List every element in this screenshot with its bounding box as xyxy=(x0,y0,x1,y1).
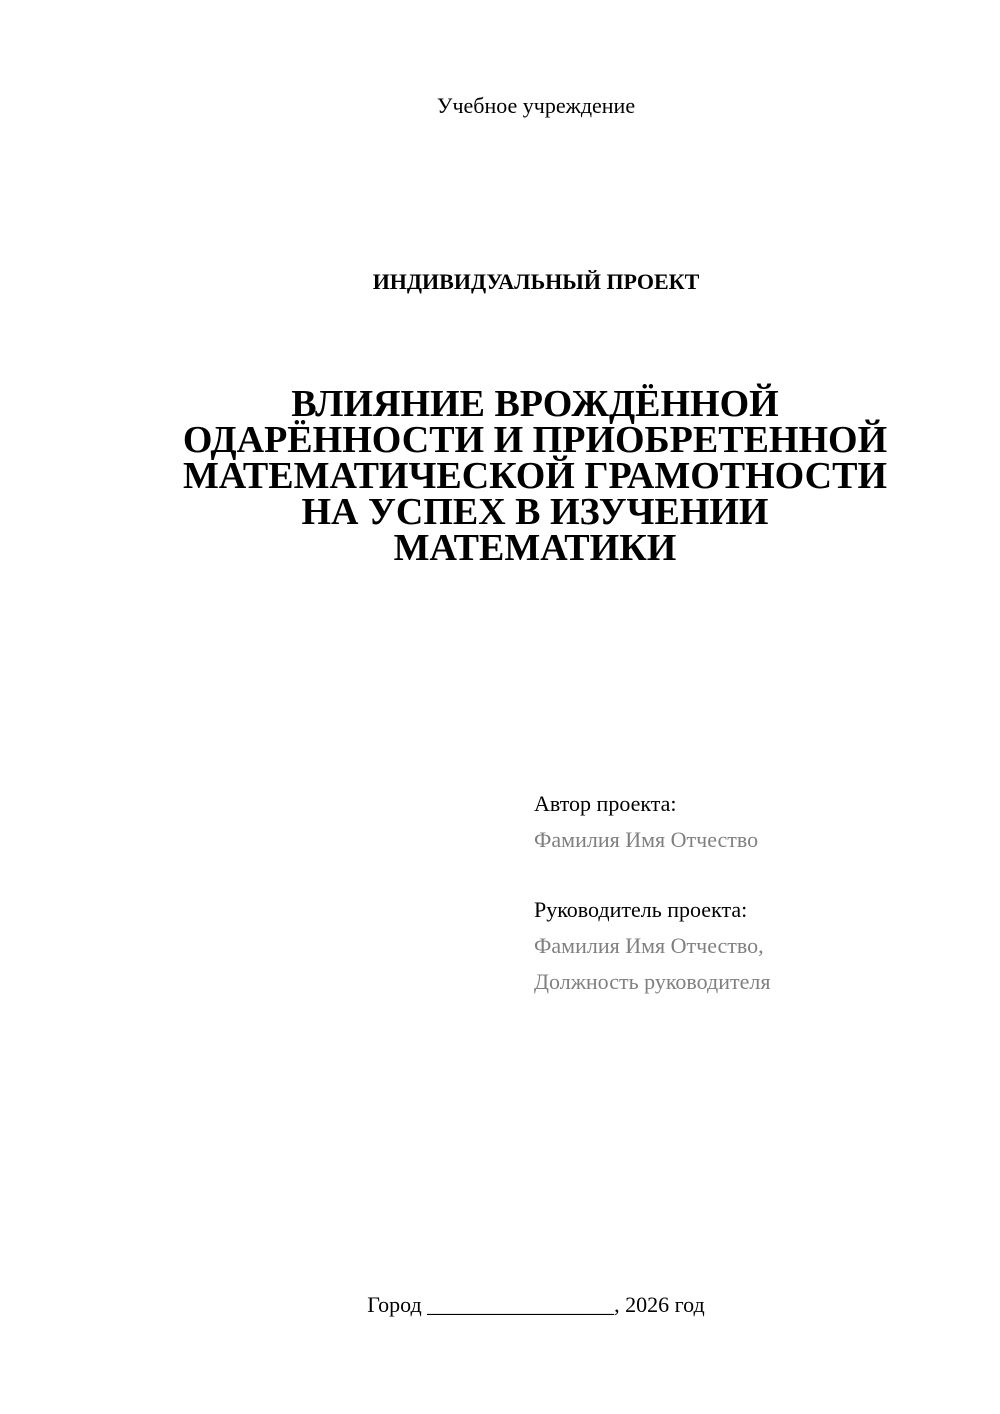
institution-name: Учебное учреждение xyxy=(436,93,636,118)
title-line: МАТЕМАТИКИ xyxy=(393,527,677,569)
author-name: Фамилия Имя Отчество xyxy=(534,827,759,852)
title-line: ВЛИЯНИЕ ВРОЖДЁННОЙ xyxy=(291,383,779,425)
author-label: Автор проекта: xyxy=(534,791,677,816)
project-title xyxy=(150,383,920,569)
title-line: НА УСПЕХ В ИЗУЧЕНИИ xyxy=(301,491,769,533)
title-line: ОДАРЁННОСТИ И ПРИОБРЕТЕННОЙ xyxy=(182,419,888,461)
author-block xyxy=(534,786,758,858)
city-year-footer: Город _________________, 2026 год xyxy=(367,1292,705,1317)
supervisor-label: Руководитель проекта: xyxy=(534,897,748,922)
project-type-heading: ИНДИВИДУАЛЬНЫЙ ПРОЕКТ xyxy=(372,269,700,294)
supervisor-name: Фамилия Имя Отчество, xyxy=(534,933,764,958)
supervisor-position: Должность руководителя xyxy=(534,969,771,994)
supervisor-block xyxy=(534,892,770,1000)
title-line: МАТЕМАТИЧЕСКОЙ ГРАМОТНОСТИ xyxy=(182,455,888,497)
